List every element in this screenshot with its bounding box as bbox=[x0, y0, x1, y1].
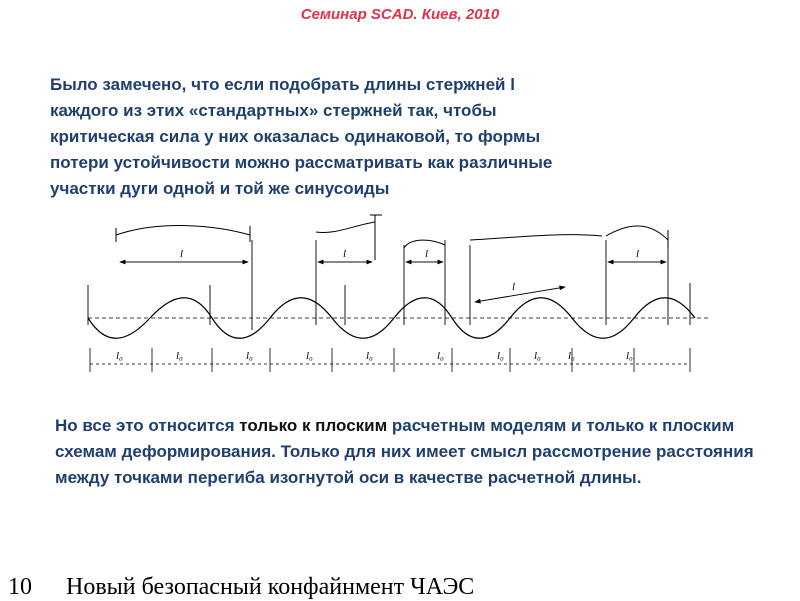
bottom-label: l₀ bbox=[306, 350, 313, 362]
intro-line: потери устойчивости можно рассматривать как различные bbox=[50, 153, 553, 172]
intro-line: критическая сила у них оказалась одинаковой, то формы bbox=[50, 127, 541, 146]
top-label: l bbox=[425, 248, 429, 260]
intro-line: Было замечено, что если подобрать длины стержней l bbox=[50, 75, 515, 94]
bottom-label: l₀ bbox=[366, 350, 373, 362]
conclusion-paragraph bbox=[55, 413, 765, 491]
top-label: l bbox=[636, 248, 640, 260]
bottom-label: l₀ bbox=[176, 350, 183, 362]
bottom-label: l₀ bbox=[116, 350, 123, 362]
bottom-label: l₀ bbox=[246, 350, 253, 362]
intro-line: участки дуги одной и той же синусоиды bbox=[50, 179, 390, 198]
conclusion-highlight: только к плоским bbox=[239, 416, 388, 435]
bottom-label: l₀ bbox=[497, 350, 504, 362]
bottom-label: l₀ bbox=[626, 350, 633, 362]
bottom-label: l₀ bbox=[534, 350, 541, 362]
reference-lines bbox=[88, 240, 690, 330]
slide-number: 10 bbox=[8, 574, 32, 600]
conclusion-text: расчетным моделям и только к плоским схемам деформирования. Только для них имеет смысл рассмотрение расстояния между точками перегиба изогнутой оси в качестве расчетной длины. bbox=[55, 416, 754, 487]
footer-title: Новый безопасный конфайнмент ЧАЭС bbox=[66, 574, 475, 600]
intro-line: каждого из этих «стандартных» стержней так, чтобы bbox=[50, 101, 497, 120]
top-label: l bbox=[512, 281, 516, 293]
top-dimensions bbox=[120, 262, 666, 302]
top-label: l bbox=[180, 248, 184, 260]
seminar-header: Семинар SCAD. Киев, 2010 bbox=[300, 6, 500, 23]
bottom-label: l₀ bbox=[437, 350, 444, 362]
bottom-label: l₀ bbox=[568, 350, 575, 362]
top-label: l bbox=[343, 248, 347, 260]
conclusion-text: Но все это относится bbox=[55, 416, 240, 435]
column-sketches bbox=[116, 215, 668, 260]
